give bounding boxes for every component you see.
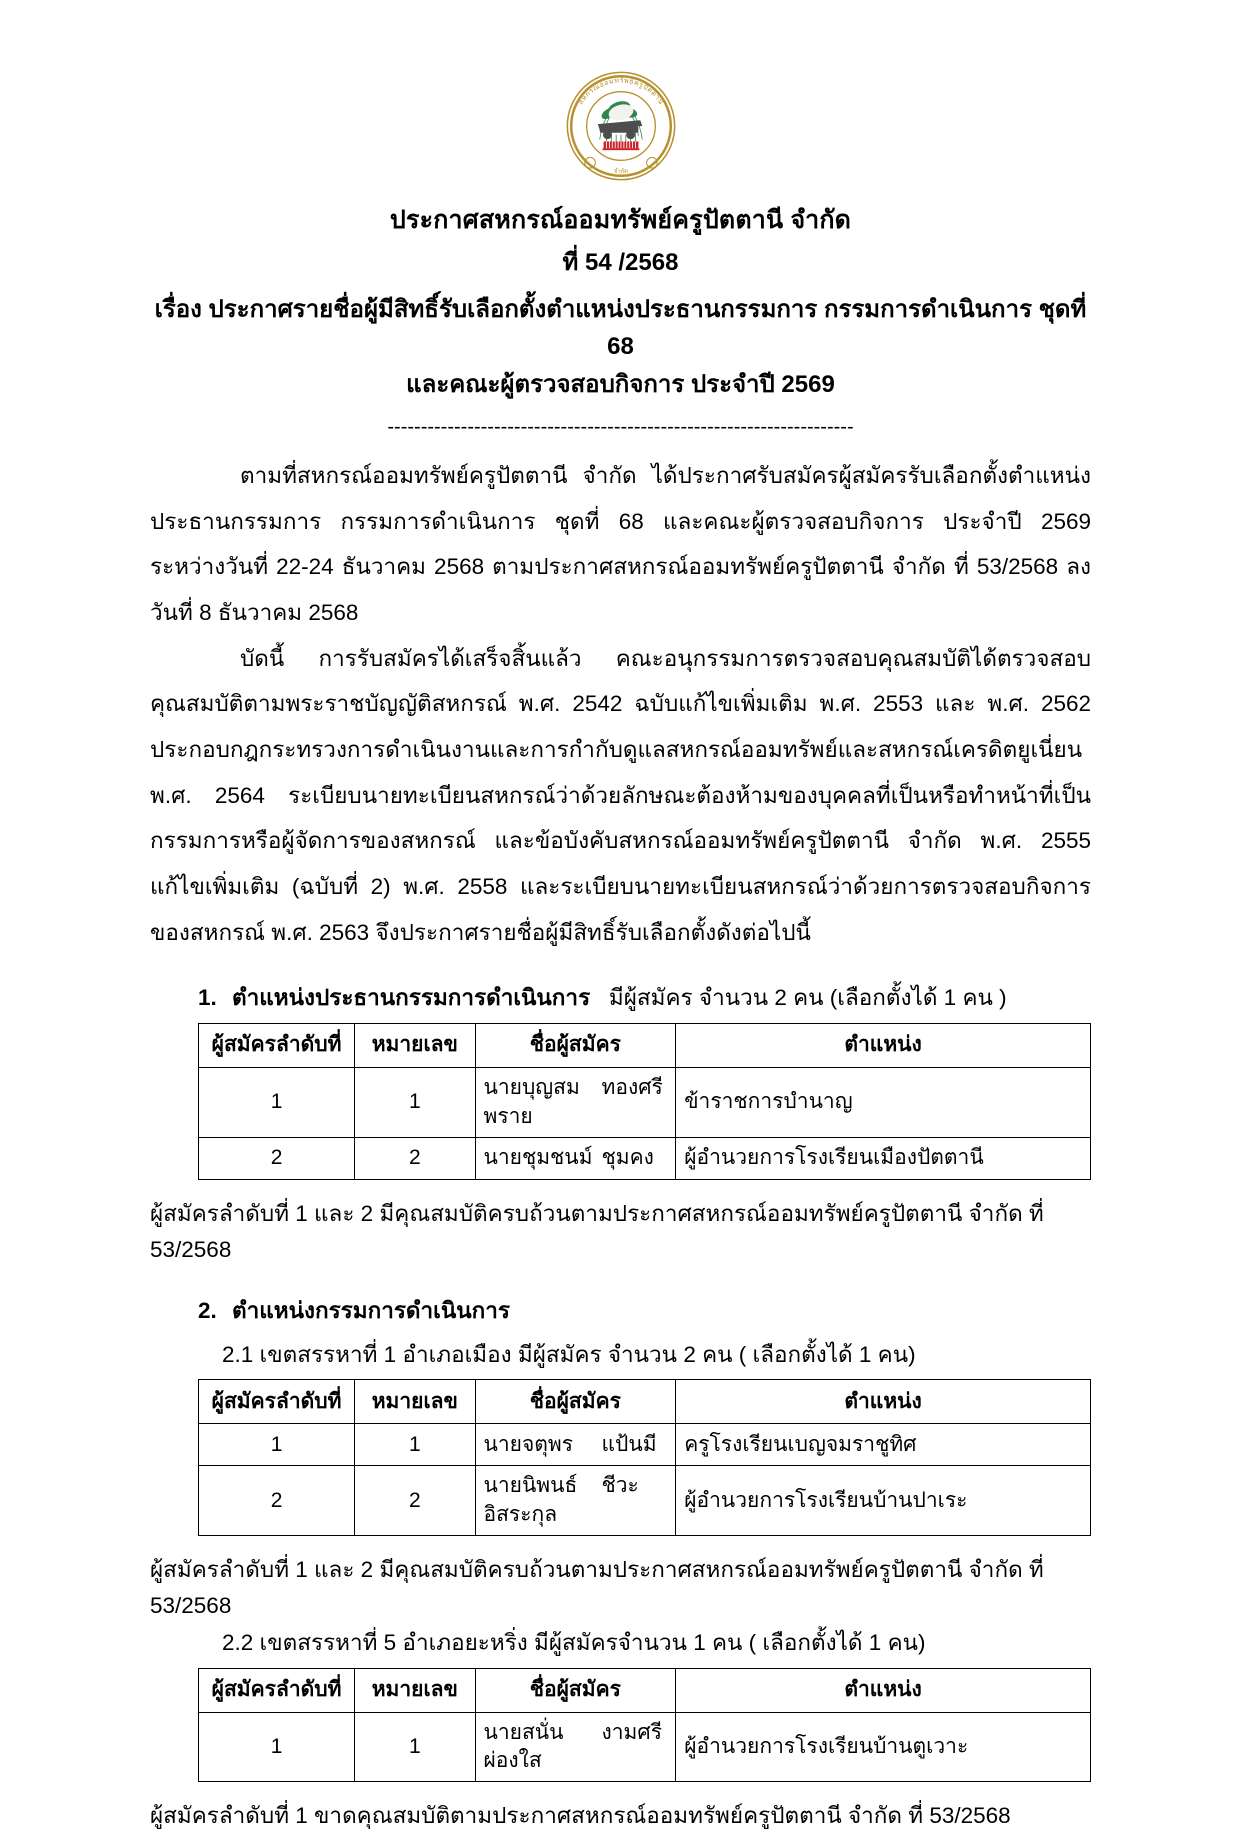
col-header-name: ชื่อผู้สมัคร [475, 1668, 676, 1712]
table-row [199, 1137, 1091, 1179]
candidates-table-section-2-1 [198, 1379, 1091, 1536]
col-header-name: ชื่อผู้สมัคร [475, 1380, 676, 1424]
document-subject-line-2: และคณะผู้ตรวจสอบกิจการ ประจำปี 2569 [406, 371, 835, 399]
section-1-title: ตำแหน่งประธานกรรมการดำเนินการ [232, 985, 591, 1011]
page-title: ประกาศสหกรณ์ออมทรัพย์ครูปัตตานี จำกัด [389, 206, 852, 234]
cell-index: 2 [199, 1466, 355, 1536]
document-number: ที่ 54 /2568 [562, 249, 679, 277]
cell-name [475, 1068, 676, 1138]
cell-index: 1 [199, 1712, 355, 1782]
cell-number: 2 [355, 1137, 475, 1179]
candidates-table-section-1 [198, 1023, 1091, 1180]
subsection-2-1-label: 2.1 เขตสรรหาที่ 1 อำเภอเมือง มีผู้สมัคร จำนวน 2 คน ( เลือกตั้งได้ 1 คน) [222, 1341, 916, 1367]
cell-name-first: นายสนั่น [483, 1720, 564, 1744]
cell-number: 1 [355, 1068, 475, 1138]
col-header-position: ตำแหน่ง [676, 1668, 1091, 1712]
cell-name [475, 1424, 676, 1466]
candidates-table-section-2-2 [198, 1668, 1091, 1783]
paragraph-2 [150, 636, 1091, 956]
cell-number: 2 [355, 1466, 475, 1536]
cell-index: 2 [199, 1137, 355, 1179]
cell-name-last: งามศรีผ่องใส [483, 1720, 662, 1773]
cell-name-first: นายจตุพร [483, 1432, 574, 1456]
logo-container [150, 68, 1091, 184]
cell-name-first: นายชุมชนม์ [483, 1146, 593, 1170]
subsection-2-2-label: 2.2 เขตสรรหาที่ 5 อำเภอยะหริ่ง มีผู้สมัครจำนวน 1 คน ( เลือกตั้งได้ 1 คน) [222, 1630, 926, 1656]
cell-position: ข้าราชการบำนาญ [676, 1068, 1091, 1138]
cell-position: ผู้อำนวยการโรงเรียนบ้านปาเระ [676, 1466, 1091, 1536]
svg-text:สหกรณ์ออมทรัพย์ครูปัตตานี: สหกรณ์ออมทรัพย์ครูปัตตานี [577, 77, 664, 107]
table-row [199, 1466, 1091, 1536]
col-header-number: หมายเลข [355, 1668, 475, 1712]
section-1-number: 1. [198, 985, 217, 1011]
section-1-meta: มีผู้สมัคร จำนวน 2 คน (เลือกตั้งได้ 1 คน ) [608, 985, 1007, 1011]
svg-text:จำกัด: จำกัด [612, 167, 629, 176]
cell-name [475, 1137, 676, 1179]
paragraph-2-text: บัดนี้ การรับสมัครได้เสร็จสิ้นแล้ว คณะอนุกรรมการตรวจสอบคุณสมบัติได้ตรวจสอบคุณสมบัติตามพระราชบัญญัติสหกรณ์ พ.ศ. 2542 ฉบับแก้ไขเพิ่มเติม พ.ศ. 2553 และ พ.ศ. 2562 ประกอบกฎกระทรวงการดำเนินงานและการกำกับดูแลสหกรณ์ออมทรัพย์และสหกรณ์เครดิตยูเนี่ยน พ.ศ. 2564 ระเบียบนายทะเบียนสหกรณ์ว่าด้วยลักษณะต้องห้ามของบุคคลที่เป็นหรือทำหน้าที่เป็นกรรมการหรือผู้จัดการของสหกรณ์ และข้อบังคับสหกรณ์ออมทรัพย์ครูปัตตานี จำกัด พ.ศ. 2555 แก้ไขเพิ่มเติม (ฉบับที่ 2) พ.ศ. 2558 และระเบียบนายทะเบียนสหกรณ์ว่าด้วยการตรวจสอบกิจการของสหกรณ์ พ.ศ. 2563 จึงประกาศรายชื่อผู้มีสิทธิ์รับเลือกตั้งดังต่อไปนี้ [150, 645, 1091, 945]
col-header-name: ชื่อผู้สมัคร [475, 1024, 676, 1068]
cell-position: ครูโรงเรียนเบญจมราชูทิศ [676, 1424, 1091, 1466]
cell-number: 1 [355, 1712, 475, 1782]
cell-number: 1 [355, 1424, 475, 1466]
cell-name-last: ชุมคง [601, 1146, 654, 1170]
table-row [199, 1068, 1091, 1138]
cell-index: 1 [199, 1068, 355, 1138]
cell-name-last: ทองศรีพราย [483, 1076, 663, 1128]
subsection-2-1-note: ผู้สมัครลำดับที่ 1 และ 2 มีคุณสมบัติครบถ้วนตามประกาศสหกรณ์ออมทรัพย์ครูปัตตานี จำกัด ที่ 53/2568 [150, 1557, 1044, 1619]
col-header-index: ผู้สมัครลำดับที่ [199, 1380, 355, 1424]
col-header-number: หมายเลข [355, 1024, 475, 1068]
cell-name [475, 1712, 676, 1782]
col-header-position: ตำแหน่ง [676, 1380, 1091, 1424]
subsection-2-2-note: ผู้สมัครลำดับที่ 1 ขาดคุณสมบัติตามประกาศสหกรณ์ออมทรัพย์ครูปัตตานี จำกัด ที่ 53/2568 [150, 1803, 1011, 1829]
table-row [199, 1712, 1091, 1782]
cell-position: ผู้อำนวยการโรงเรียนเมืองปัตตานี [676, 1137, 1091, 1179]
paragraph-1 [150, 453, 1091, 636]
col-header-number: หมายเลข [355, 1380, 475, 1424]
col-header-position: ตำแหน่ง [676, 1024, 1091, 1068]
table-header-row [199, 1380, 1091, 1424]
cooperative-seal-icon [563, 68, 679, 184]
section-2-heading [150, 1294, 1091, 1328]
section-2-number: 2. [198, 1297, 217, 1323]
col-header-index: ผู้สมัครลำดับที่ [199, 1668, 355, 1712]
paragraph-1-text: ตามที่สหกรณ์ออมทรัพย์ครูปัตตานี จำกัด ได้ประกาศรับสมัครผู้สมัครรับเลือกตั้งตำแหน่งประธานกรรมการ กรรมการดำเนินการ ชุดที่ 68 และคณะผู้ตรวจสอบกิจการ ประจำปี 2569 ระหว่างวันที่ 22-24 ธันวาคม 2568 ตามประกาศสหกรณ์ออมทรัพย์ครูปัตตานี จำกัด ที่ 53/2568 ลงวันที่ 8 ธันวาคม 2568 [150, 463, 1091, 626]
cell-name [475, 1466, 676, 1536]
cell-name-last: แป้นมี [601, 1432, 657, 1456]
cell-index: 1 [199, 1424, 355, 1466]
cell-position: ผู้อำนวยการโรงเรียนบ้านตูเวาะ [676, 1712, 1091, 1782]
cell-name-last: ชีวะอิสระกุล [483, 1474, 639, 1526]
section-2-title: ตำแหน่งกรรมการดำเนินการ [232, 1297, 510, 1323]
table-header-row [199, 1024, 1091, 1068]
section-1-heading [150, 981, 1091, 1015]
table-row [199, 1424, 1091, 1466]
cell-name-first: นายนิพนธ์ [483, 1474, 578, 1498]
table-header-row [199, 1668, 1091, 1712]
cell-name-first: นายบุญสม [483, 1076, 580, 1100]
horizontal-divider: ---------------------------------------------------------------------- [387, 417, 854, 438]
col-header-index: ผู้สมัครลำดับที่ [199, 1024, 355, 1068]
section-1-note: ผู้สมัครลำดับที่ 1 และ 2 มีคุณสมบัติครบถ้วนตามประกาศสหกรณ์ออมทรัพย์ครูปัตตานี จำกัด ที่ 53/2568 [150, 1200, 1044, 1262]
document-subject-line-1: เรื่อง ประกาศรายชื่อผู้มีสิทธิ์รับเลือกตั้งตำแหน่งประธานกรรมการ กรรมการดำเนินการ ชุดที่ 68 [154, 295, 1087, 360]
